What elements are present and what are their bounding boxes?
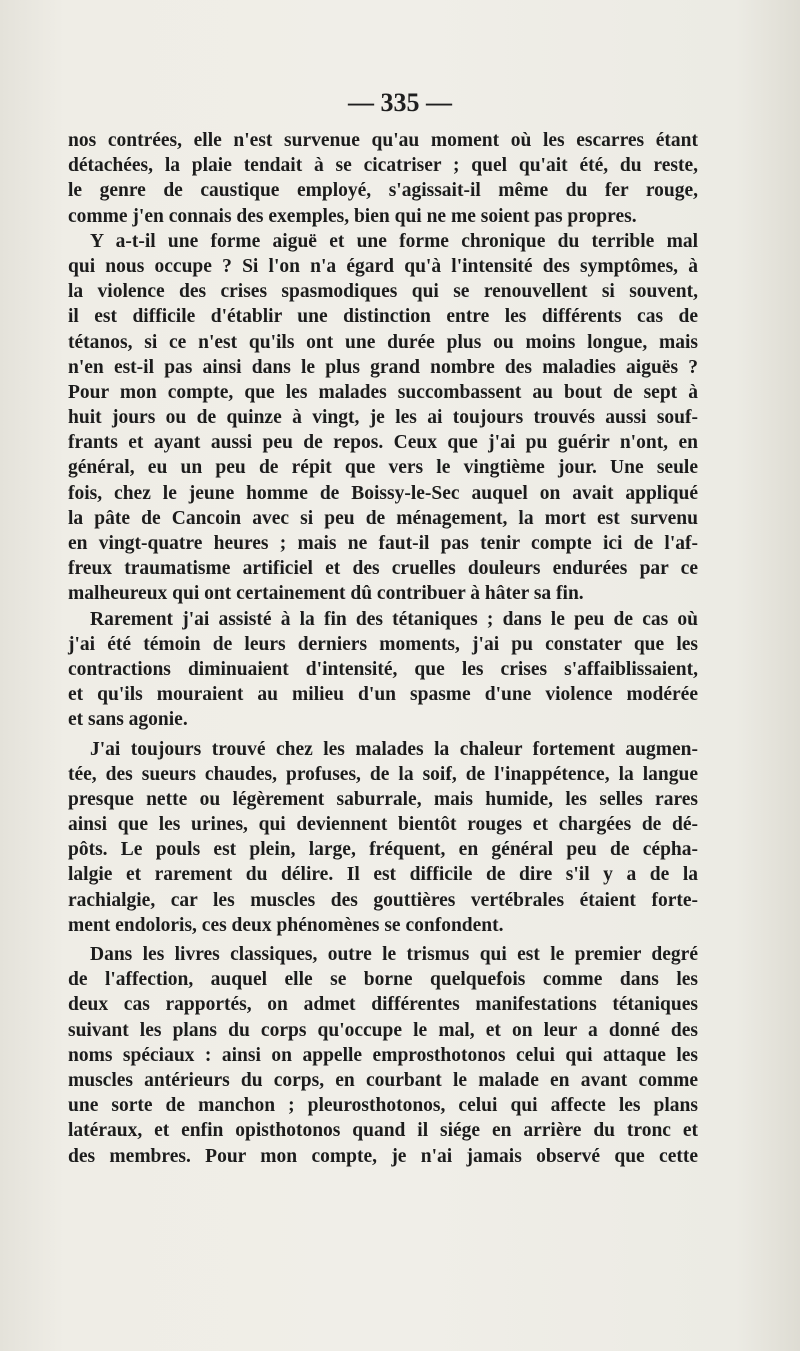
text-line: le genre de caustique employé, s'agissait-il même du fer rouge, <box>68 180 698 202</box>
text-line: nos contrées, elle n'est survenue qu'au moment où les escarres étant <box>68 130 698 151</box>
text-line: détachées, la plaie tendait à se cicatriser ; quel qu'ait été, du reste, <box>68 155 698 177</box>
text-line: lalgie et rarement du délire. Il est difficile de dire s'il y a de la <box>68 864 698 886</box>
text-line: noms spéciaux : ainsi on appelle emprosthotonos celui qui attaque les <box>68 1044 698 1066</box>
text-line: qui nous occupe ? Si l'on n'a égard qu'à l'intensité des symptômes, à <box>68 255 698 277</box>
text-line: contractions diminuaient d'intensité, que les crises s'affaiblissaient, <box>68 658 698 680</box>
text-line: et qu'ils mouraient au milieu d'un spasme d'une violence modérée <box>68 684 698 706</box>
page-number: — 335 — <box>348 88 452 117</box>
text-line: frants et ayant aussi peu de repos. Ceux que j'ai pu guérir n'ont, en <box>68 432 698 454</box>
text-line: général, eu un peu de répit que vers le vingtième jour. Une seule <box>68 457 698 479</box>
text-line: et sans agonie. <box>68 709 188 731</box>
text-line: Y a-t-il une forme aiguë et une forme chronique du terrible mal <box>90 230 698 252</box>
text-line: tée, des sueurs chaudes, profuses, de la soif, de l'inappétence, la langue <box>68 763 698 785</box>
paragraph <box>68 229 698 607</box>
text-line: n'en est-il pas ainsi dans le plus grand nombre des maladies aiguës ? <box>68 356 698 378</box>
text-line: deux cas rapportés, on admet différentes manifestations tétaniques <box>68 994 698 1016</box>
text-line: J'ai toujours trouvé chez les malades la chaleur fortement augmen- <box>90 738 698 760</box>
text-line: huit jours ou de quinze à vingt, je les ai toujours trouvés aussi souf- <box>68 407 698 429</box>
text-line: j'ai été témoin de leurs derniers moments, j'ai pu constater que les <box>68 633 698 655</box>
text-line: latéraux, et enfin opisthotonos quand il siége en arrière du tronc et <box>68 1120 698 1142</box>
paragraph <box>68 607 698 733</box>
body-text <box>68 128 698 1169</box>
text-line: freux traumatisme artificiel et des cruelles douleurs endurées par ce <box>68 558 698 580</box>
text-line: de l'affection, auquel elle se borne quelquefois comme dans les <box>68 969 698 991</box>
text-line: Rarement j'ai assisté à la fin des tétaniques ; dans le peu de cas où <box>90 608 698 630</box>
text-line: en vingt-quatre heures ; mais ne faut-il pas tenir compte ici de l'af- <box>68 533 698 554</box>
text-line: malheureux qui ont certainement dû contribuer à hâter sa fin. <box>68 583 584 605</box>
text-line: une sorte de manchon ; pleurosthotonos, celui qui affecte les plans <box>68 1095 698 1117</box>
paragraph <box>68 128 698 229</box>
text-line: pôts. Le pouls est plein, large, fréquent, en général peu de cépha- <box>68 839 698 861</box>
text-line: fois, chez le jeune homme de Boissy-le-Sec auquel on avait appliqué <box>68 482 698 504</box>
text-line: muscles antérieurs du corps, en courbant le malade en avant comme <box>68 1069 698 1091</box>
paragraph <box>68 737 698 939</box>
text-line: ainsi que les urines, qui deviennent bientôt rouges et chargées de dé- <box>68 814 698 836</box>
text-line: Pour mon compte, que les malades succombassent au bout de sept à <box>68 381 698 403</box>
text-line: Dans les livres classiques, outre le trismus qui est le premier degré <box>90 944 698 965</box>
text-line: la violence des crises spasmodiques qui se renouvellent si souvent, <box>68 281 698 303</box>
paragraph <box>68 942 698 1169</box>
text-line: presque nette ou légèrement saburrale, mais humide, les selles rares <box>68 788 698 810</box>
text-line: rachialgie, car les muscles des gouttières vertébrales étaient forte- <box>68 889 698 911</box>
text-line: suivant les plans du corps qu'occupe le mal, et on leur a donné des <box>68 1019 698 1041</box>
text-line: la pâte de Cancoin avec si peu de ménagement, la mort est survenu <box>68 507 698 529</box>
text-line: il est difficile d'établir une distinction entre les différents cas de <box>68 306 698 328</box>
text-line: des membres. Pour mon compte, je n'ai jamais observé que cette <box>68 1145 698 1167</box>
text-line: ment endoloris, ces deux phénomènes se confondent. <box>68 914 504 936</box>
text-line: comme j'en connais des exemples, bien qui ne me soient pas propres. <box>68 205 637 227</box>
text-line: tétanos, si ce n'est qu'ils ont une durée plus ou moins longue, mais <box>68 331 698 353</box>
